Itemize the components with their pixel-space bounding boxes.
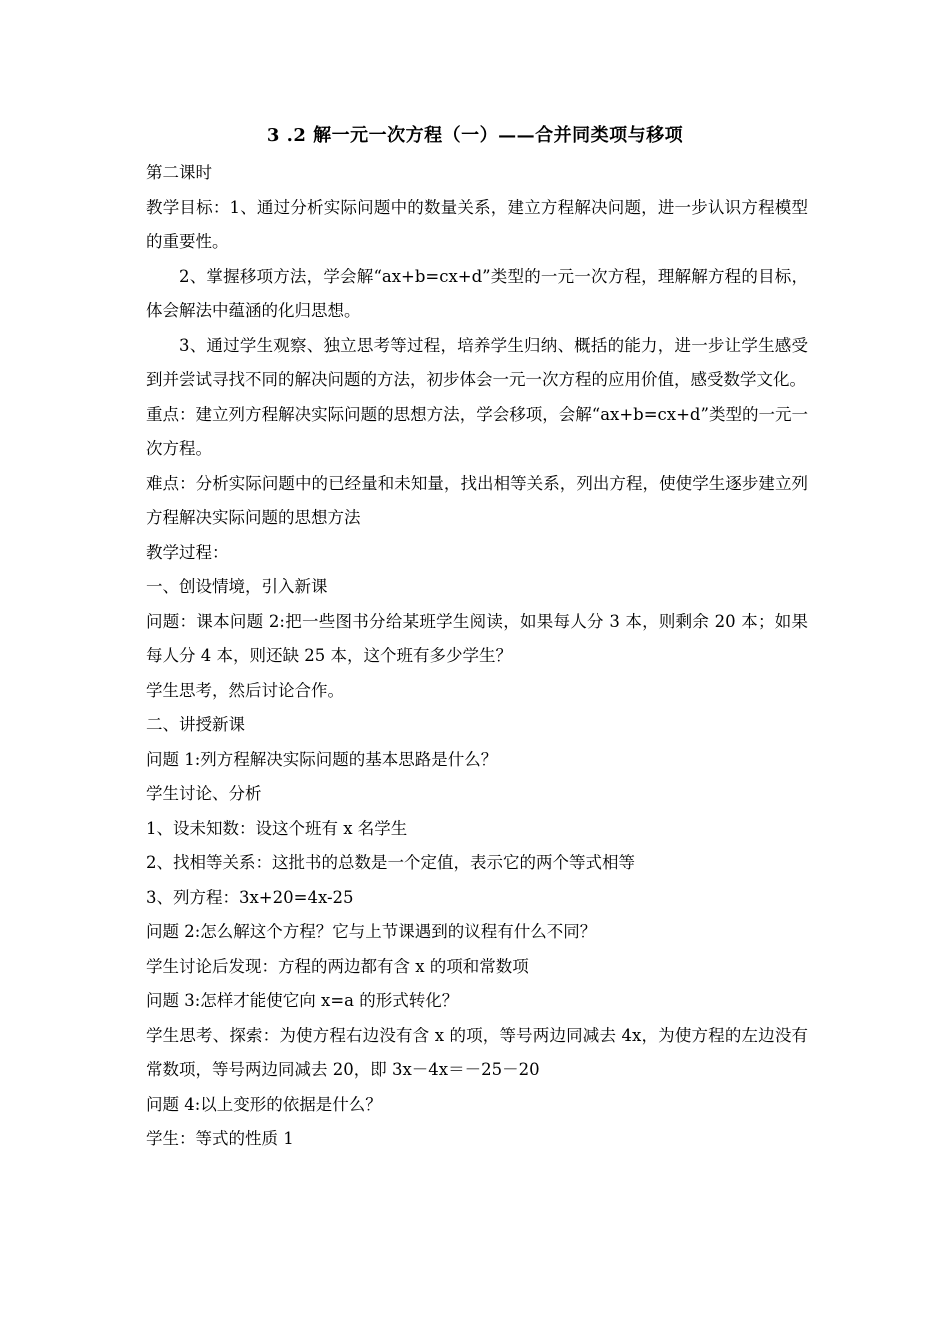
document-title: 3 .2 解一元一次方程（一）——合并同类项与移项 — [266, 125, 684, 146]
student-activity-2: 学生讨论、分析 — [146, 784, 262, 803]
question-3: 问题 3:怎样才能使它向 x=a 的形式转化？ — [146, 991, 459, 1010]
teaching-goal-3: 3、通过学生观察、独立思考等过程，培养学生归纳、概括的能力，进一步让学生感受到并尝试寻找不同的解决问题的方法，初步体会一元一次方程的应用价值，感受数学文化。 — [146, 335, 808, 389]
question-1: 问题 1:列方程解决实际问题的基本思路是什么？ — [146, 749, 498, 769]
problem-intro: 问题：课本问题 2:把一些图书分给某班学生阅读，如果每人分 3 本，则剩余 20 本；如果每人分 4 本，则还缺 25 本，这个班有多少学生？ — [146, 611, 808, 665]
lesson-period: 第二课时 — [146, 163, 212, 182]
student-exploration: 学生思考、探索：为使方程右边没有含 x 的项，等号两边同减去 4x，为使方程的左边没有常数项，等号两边同减去 20，即 3x－4x＝－25－20 — [146, 1025, 808, 1079]
document-body — [146, 156, 808, 1157]
section-heading-1: 一、创设情境，引入新课 — [146, 577, 328, 596]
step-3: 3、列方程：3x+20=4x-25 — [146, 887, 354, 907]
student-answer: 学生：等式的性质 1 — [146, 1129, 294, 1148]
section-heading-2: 二、讲授新课 — [146, 715, 245, 734]
student-activity-1: 学生思考，然后讨论合作。 — [146, 680, 344, 700]
step-1: 1、设未知数：设这个班有 x 名学生 — [146, 818, 408, 838]
teaching-goal-2: 2、掌握移项方法，学会解“ax+b=cx+d”类型的一元一次方程，理解解方程的目标，体会解法中蕴涵的化归思想。 — [146, 266, 808, 320]
teaching-process-heading: 教学过程： — [146, 542, 229, 562]
teaching-goal-1: 教学目标：1、通过分析实际问题中的数量关系，建立方程解决问题，进一步认识方程模型的重要性。 — [146, 197, 808, 251]
question-4: 问题 4:以上变形的依据是什么？ — [146, 1094, 382, 1114]
student-finding: 学生讨论后发现：方程的两边都有含 x 的项和常数项 — [146, 956, 529, 976]
question-2: 问题 2:怎么解这个方程？它与上节课遇到的议程有什么不同？ — [146, 922, 597, 941]
key-point: 重点：建立列方程解决实际问题的思想方法，学会移项，会解“ax+b=cx+d”类型的一元一次方程。 — [146, 404, 808, 458]
difficult-point: 难点：分析实际问题中的已经量和未知量，找出相等关系，列出方程，使使学生逐步建立列方程解决实际问题的思想方法 — [146, 473, 808, 527]
step-2: 2、找相等关系：这批书的总数是一个定值，表示它的两个等式相等 — [146, 853, 635, 872]
